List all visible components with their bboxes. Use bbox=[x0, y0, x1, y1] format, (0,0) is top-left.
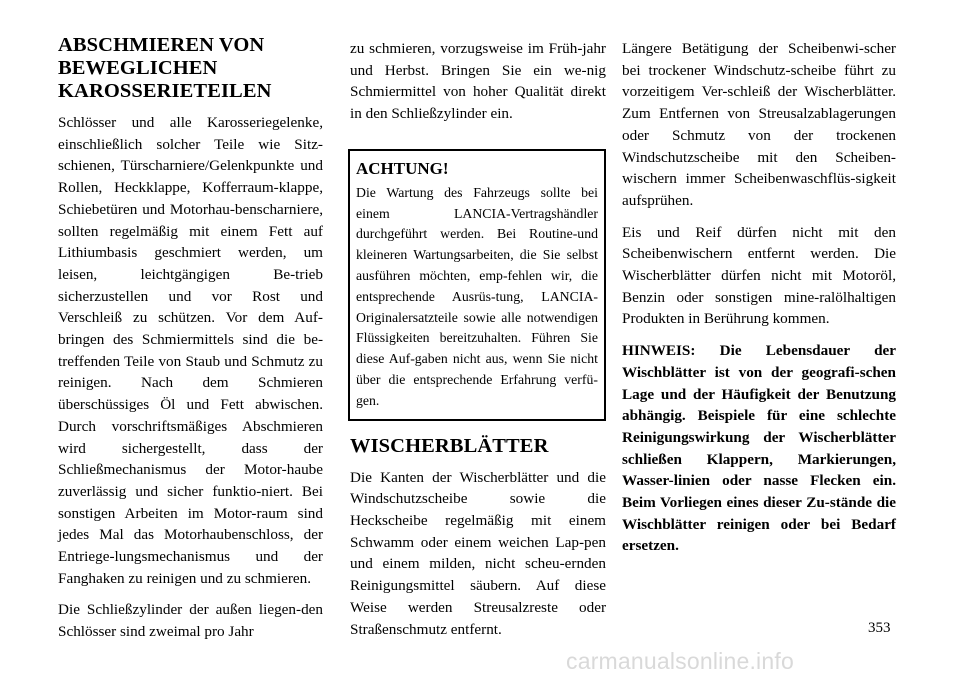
page-number: 353 bbox=[868, 620, 891, 636]
warning-text: Die Wartung des Fahrzeugs sollte bei einem LANCIA-Vertragshändler durchgeführt werden. Bei Routine-und kleineren Wartungsarbeiten, die Sie selbst ausführen möchten, emp-fehlen wir, die entsprechende Ausrüs-tung, LANCIA-Originalersatzteile sowie alle notwendigen Flüssigkeiten bereitzuhalten. Führen Sie diese Auf-gaben nicht aus, wenn Sie nicht über die entsprechende Erfahrung verfü-gen. bbox=[356, 184, 598, 408]
lock-cylinder-continued-paragraph: zu schmieren, vorzugsweise im Früh-jahr und Herbst. Bringen Sie ein we-nig Schmiermittel von hoher Qualität direkt in den Schließzylinder ein. bbox=[350, 40, 606, 123]
wiper-cleaning-paragraph: Die Kanten der Wischerblätter und die Windschutzscheibe sowie die Heckscheibe regelmäßig mit einem Schwamm oder einem weichen Lap-pen und einem milden, nicht scheu-ernden Reinigungsmittel säubern. Auf diese Weise werden Streusalzreste oder Straßenschmutz entfernt. bbox=[350, 468, 606, 638]
lock-cylinder-paragraph: Die Schließzylinder der außen liegen-den Schlösser sind zweimal pro Jahr bbox=[58, 601, 323, 641]
warning-box bbox=[348, 149, 606, 421]
warning-title: ACHTUNG! bbox=[356, 158, 449, 178]
ice-frost-paragraph: Eis und Reif dürfen nicht mit den Scheibenwischern entfernt werden. Die Wischerblätter dürfen nicht mit Motoröl, Benzin oder sonstigen mine-ralölhaltigen Produkten in Berührung kommen. bbox=[622, 223, 896, 328]
column-middle bbox=[350, 38, 606, 650]
wiper-wear-paragraph: Längere Betätigung der Scheibenwi-scher bei trockener Windschutz-scheibe führt zu vorzeitigem Ver-schleiß der Wischerblätter. Zum Entfernen von Streusalzablagerungen oder Schmutz von der trockenen Windschutzscheibe mit den Scheiben-wischern immer Scheibenwaschflüs-sigkeit aufsprühen. bbox=[622, 40, 896, 209]
column-left bbox=[58, 34, 323, 653]
lubrication-paragraph: Schlösser und alle Karosseriegelenke, einschließlich solcher Teile wie Sitz-schienen, Türscharniere/Gelenkpunkte und Rollen, Heckklappe, Kofferraum-klappe, Schiebetüren und Motorhau-benscharniere, sollten regelmäßig mit einem Fett auf Lithiumbasis geschmiert werden, um leisen, leichtgängigen Be-trieb sicherzustellen und vor Rost und Verschleiß zu schützen. Vor dem Auf-bringen des Schmiermittels sind die be-treffenden Teile von Staub und Schmutz zu reinigen. Nach dem Schmieren überschüssiges Öl und Fett abwischen. Durch vorschriftsmäßiges Abschmieren wird sichergestellt, dass der Schließmechanismus der Motor-haube zuverlässig und sicher funktio-niert. Bei sonstigen Arbeiten im Motor-raum sind jedes Mal das Motorhaubenschloss, der Entriege-lungsmechanismus und der Fanghaken zu reinigen und zu schmieren. bbox=[58, 114, 323, 587]
section-heading-wipers: WISCHERBLÄTTER bbox=[350, 434, 549, 457]
note-paragraph: HINWEIS: Die Lebensdauer der Wischblätter ist von der geografi-schen Lage und der Häufigkeit der Benutzung abhängig. Beispiele für eine schlechte Reinigungswirkung der Wischerblätter schließen Klappern, Markierungen, Wasser-linien oder nasse Flecken ein. Beim Vorliegen eines dieser Zu-stände die Wischblätter reinigen oder bei Bedarf ersetzen. bbox=[622, 342, 896, 555]
column-right bbox=[622, 38, 896, 567]
section-heading-lubrication: ABSCHMIEREN VON BEWEGLICHEN KAROSSERIETEILEN bbox=[58, 34, 272, 102]
watermark: carmanualsonline.info bbox=[566, 648, 794, 674]
